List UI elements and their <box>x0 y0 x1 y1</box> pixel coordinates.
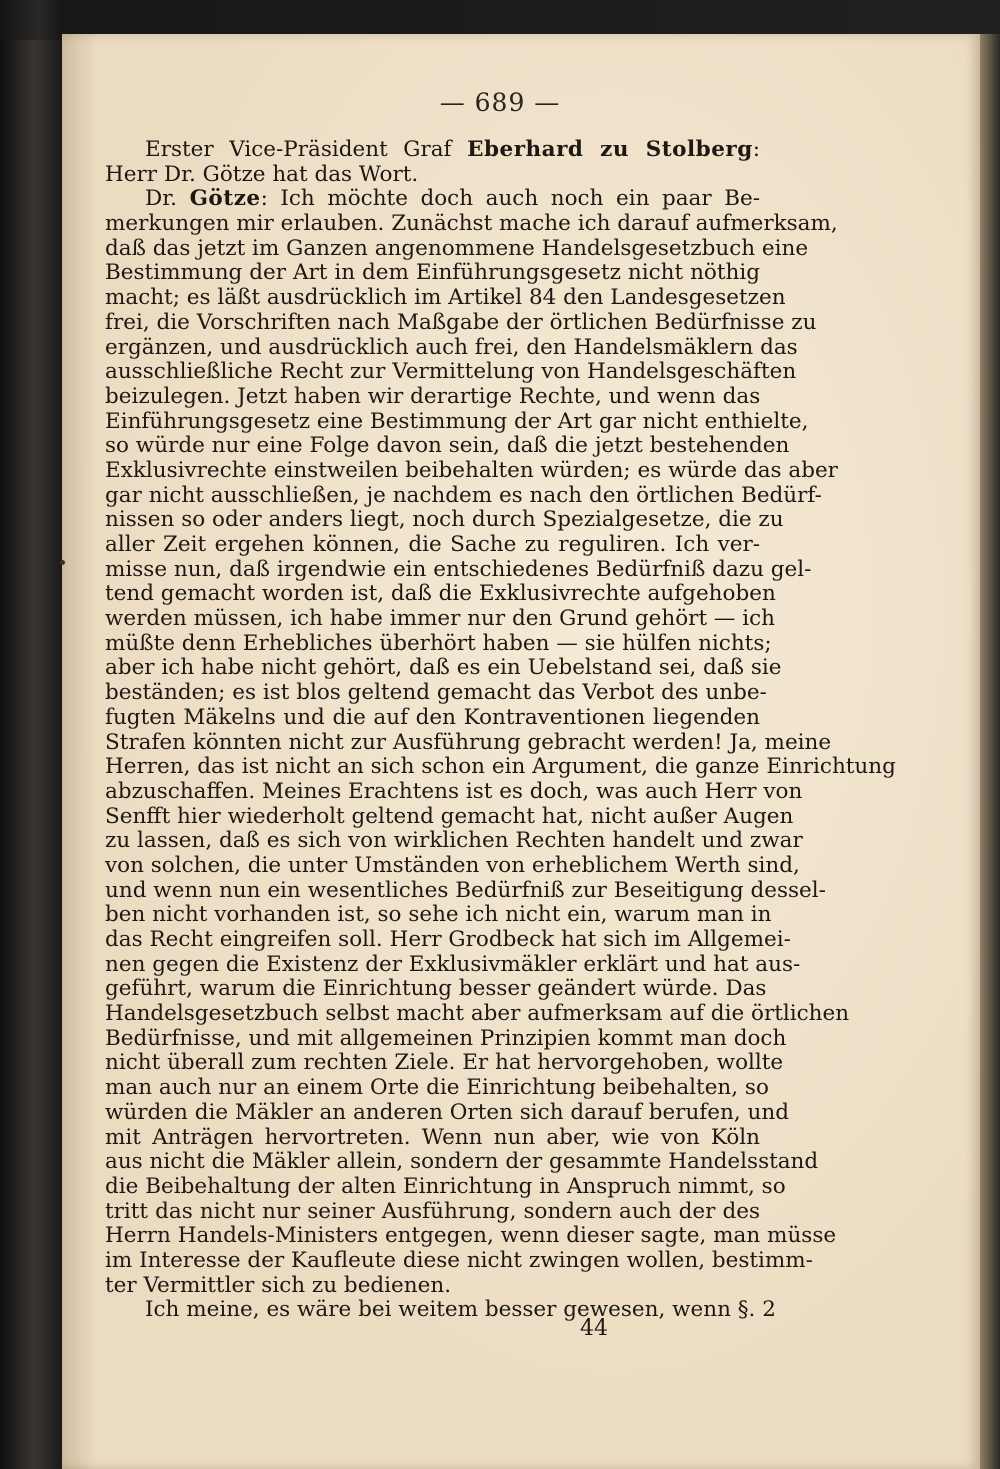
text-line: merkungen mir erlauben. Zunächst mache ich darauf aufmerksam, <box>105 211 838 237</box>
text-line: und wenn nun ein wesentliches Bedürfniß zur Beseitigung dessel- <box>105 877 826 903</box>
text-line: geführt, warum die Einrichtung besser geändert würde. Das <box>105 976 767 1002</box>
text-line: müßte denn Erhebliches überhört haben — sie hülfen nichts; <box>105 630 772 656</box>
text-line: misse nun, daß irgendwie ein entschiedenes Bedürfniß dazu gel- <box>105 556 812 582</box>
text-line: Dr. Götze: Ich möchte doch auch noch ein paar Be- <box>145 186 760 212</box>
text-line: Erster Vice-Präsident Graf Eberhard zu Stolberg: <box>145 137 761 162</box>
text-line: mit Anträgen hervortreten. Wenn nun aber, wie von Köln <box>105 1124 760 1150</box>
text-line: beständen; es ist blos geltend gemacht das Verbot des unbe- <box>105 680 767 706</box>
text-line: Senfft hier wiederholt geltend gemacht hat, nicht außer Augen <box>105 803 794 829</box>
text-line: Bedürfnisse, und mit allgemeinen Prinzipien kommt man doch <box>105 1025 787 1051</box>
text-line: nen gegen die Existenz der Exklusivmäkler erklärt und hat aus- <box>105 951 801 977</box>
text-line: abzuschaffen. Meines Erachtens ist es doch, was auch Herr von <box>105 778 803 804</box>
text-line: zu lassen, daß es sich von wirklichen Rechten handelt und zwar <box>105 828 803 854</box>
text-line: die Beibehaltung der alten Einrichtung in Anspruch nimmt, so <box>105 1173 786 1199</box>
book-spine-edge <box>0 40 62 1469</box>
text-line: im Interesse der Kaufleute diese nicht zwingen wollen, bestimm- <box>105 1247 813 1273</box>
text-line: fugten Mäkelns und die auf den Kontraventionen liegenden <box>105 704 760 730</box>
page-body-text <box>105 137 896 1323</box>
text-line: ben nicht vorhanden ist, so sehe ich nicht ein, warum man in <box>105 902 772 928</box>
text-line: aller Zeit ergehen können, die Sache zu reguliren. Ich ver- <box>105 532 760 557</box>
text-line: Herren, das ist nicht an sich schon ein Argument, die ganze Einrichtung <box>105 754 896 780</box>
text-line: nissen so oder anders liegt, noch durch Spezialgesetze, die zu <box>105 507 784 533</box>
text-line: aber ich habe nicht gehört, daß es ein Uebelstand sei, daß sie <box>105 655 782 681</box>
text-line: ter Vermittler sich zu bedienen. <box>105 1272 452 1298</box>
page-number-header: — 689 — <box>439 88 561 117</box>
text-line: tritt das nicht nur seiner Ausführung, sondern auch der des <box>105 1198 760 1224</box>
text-line: so würde nur eine Folge davon sein, daß die jetzt bestehenden <box>105 433 790 459</box>
text-line: Herr Dr. Götze hat das Wort. <box>105 161 419 187</box>
page-edge-shadow <box>980 34 1000 1469</box>
margin-ink-spot <box>60 560 65 565</box>
speaker-name: Götze <box>189 186 261 212</box>
speaker-name: Eberhard zu Stolberg <box>467 137 753 162</box>
text-line: man auch nur an einem Orte die Einrichtung beibehalten, so <box>105 1075 769 1101</box>
text-line: gar nicht ausschließen, je nachdem es nach den örtlichen Bedürf- <box>105 482 822 508</box>
text-line: Handelsgesetzbuch selbst macht aber aufmerksam auf die örtlichen <box>105 1001 850 1027</box>
text-line: Exklusivrechte einstweilen beibehalten würden; es würde das aber <box>105 457 838 483</box>
text-line: nicht überall zum rechten Ziele. Er hat hervorgehoben, wollte <box>105 1050 784 1076</box>
text-line: ausschließliche Recht zur Vermittelung von Handelsgeschäften <box>105 359 797 385</box>
text-line: werden müssen, ich habe immer nur den Grund gehört — ich <box>105 606 776 632</box>
text-line: macht; es läßt ausdrücklich im Artikel 84 den Landesgesetzen <box>105 285 786 311</box>
text-line: tend gemacht worden ist, daß die Exklusivrechte aufgehoben <box>105 581 776 607</box>
text-line: daß das jetzt im Ganzen angenommene Handelsgesetzbuch eine <box>105 235 809 261</box>
text-line: Ich meine, es wäre bei weitem besser gewesen, wenn §. 2 <box>145 1297 776 1323</box>
text-line: Bestimmung der Art in dem Einführungsgesetz nicht nöthig <box>105 260 760 286</box>
text-line: das Recht eingreifen soll. Herr Grodbeck hat sich im Allgemei- <box>105 927 791 952</box>
signature-mark: 44 <box>580 1316 608 1341</box>
text-line: Strafen könnten nicht zur Ausführung gebracht werden! Ja, meine <box>105 729 832 755</box>
text-line: frei, die Vorschriften nach Maßgabe der örtlichen Bedürfnisse zu <box>105 309 817 335</box>
text-line: von solchen, die unter Umständen von erheblichem Werth sind, <box>105 852 800 878</box>
text-line: Herrn Handels-Ministers entgegen, wenn dieser sagte, man müsse <box>105 1223 837 1249</box>
text-line: beizulegen. Jetzt haben wir derartige Rechte, und wenn das <box>105 383 761 409</box>
text-line: ergänzen, und ausdrücklich auch frei, den Handelsmäklern das <box>105 334 798 360</box>
text-line: Einführungsgesetz eine Bestimmung der Art gar nicht enthielte, <box>105 408 809 434</box>
text-line: aus nicht die Mäkler allein, sondern der gesammte Handelsstand <box>105 1149 819 1175</box>
text-line: würden die Mäkler an anderen Orten sich darauf berufen, und <box>105 1099 789 1125</box>
